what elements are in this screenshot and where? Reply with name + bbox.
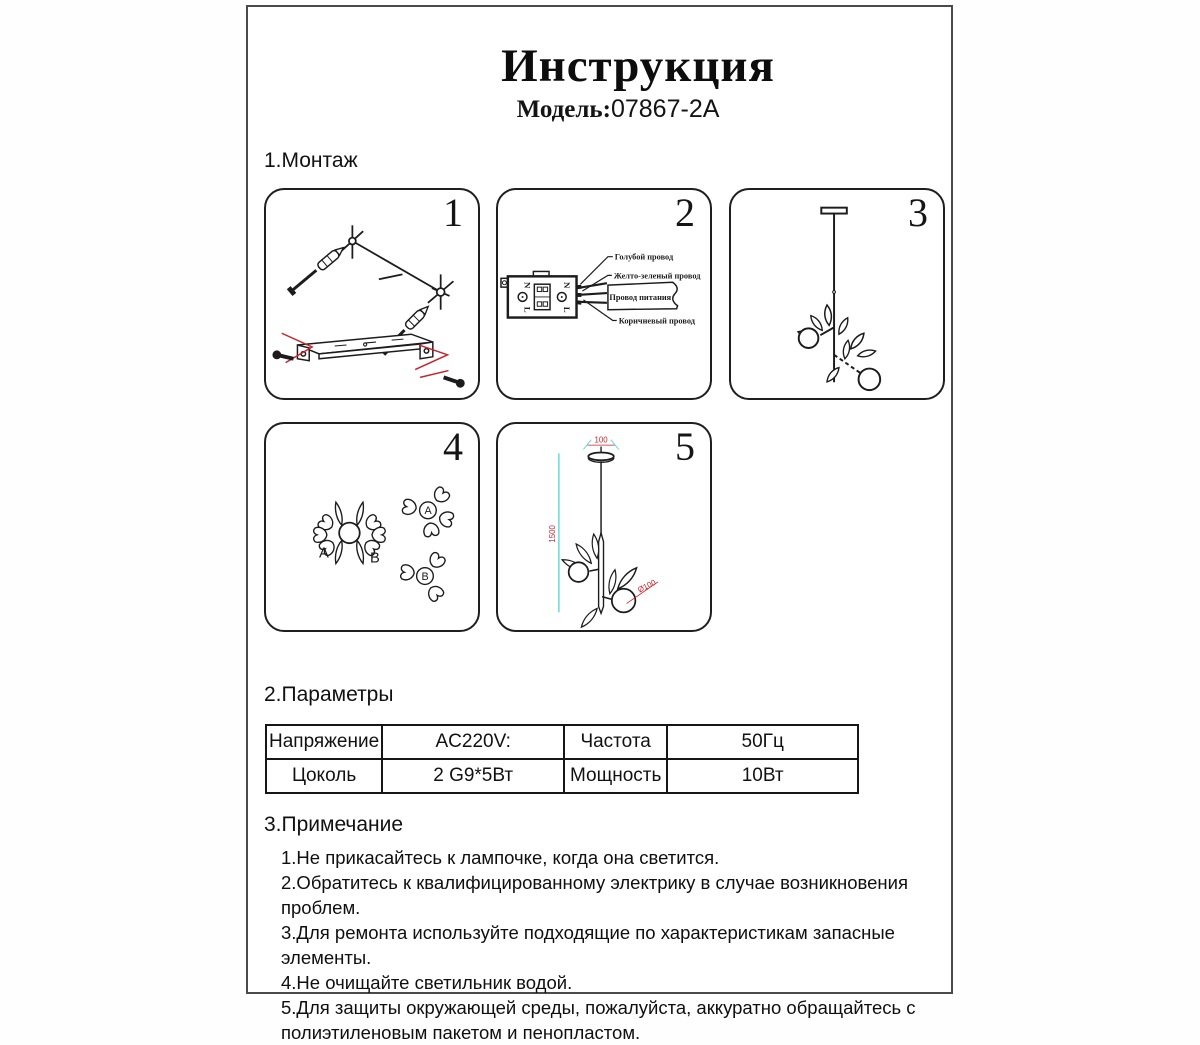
diagram-panel-1 (264, 188, 480, 400)
section-heading-montage: 1.Монтаж (264, 149, 358, 173)
note-item-1: 1.Не прикасайтесь к лампочке, когда она светится. (281, 845, 933, 870)
panel-number-4: 4 (443, 424, 463, 470)
section-heading-params: 2.Параметры (264, 683, 393, 707)
diagram-panel-4 (264, 422, 480, 632)
pendant-lamp-dimensioned (561, 447, 639, 630)
canopy (588, 452, 614, 460)
note-item-2: 2.Обратитесь к квалифицированному электрику в случае возникновения проблем. (281, 870, 933, 920)
param-power-label: Мощность (564, 759, 667, 793)
param-power-value: 10Вт (667, 759, 858, 793)
ceiling-drill-marks (342, 225, 454, 309)
ceiling-plate (821, 208, 847, 214)
label-b-circle: B (422, 571, 429, 583)
notes-list (281, 845, 933, 1045)
mounting-bracket (297, 334, 432, 360)
table-row (266, 725, 858, 759)
param-voltage-value: AC220V: (382, 725, 564, 759)
brown-wire-label: Коричневый провод (619, 316, 696, 325)
diagram-panel-2 (496, 188, 712, 400)
blue-wire-label: Голубой провод (615, 253, 674, 262)
upper-globe (569, 562, 589, 582)
panel-number-2: 2 (675, 190, 695, 236)
pendant-lamp (797, 208, 880, 390)
page-title: Инструкция (358, 39, 918, 93)
wires (578, 283, 607, 303)
yellow-green-wire-label: Желто-зеленый провод (614, 271, 701, 280)
note-item-3: 3.Для ремонта используйте подходящие по характеристикам запасные элементы. (281, 920, 933, 970)
diagram-panel-3 (729, 188, 945, 400)
panel-number-3: 3 (908, 190, 928, 236)
param-voltage-label: Напряжение (266, 725, 382, 759)
power-cable-label: Провод питания (609, 293, 671, 302)
terminal-l-right: L (562, 307, 572, 313)
canopy-dimension-value: 100 (595, 436, 609, 445)
height-dimension-value: 1500 (548, 525, 557, 543)
upper-globe (799, 328, 819, 348)
model-number: 07867-2A (611, 95, 719, 123)
model-label: Модель: (517, 96, 611, 123)
lower-globe (859, 369, 881, 391)
globe (339, 523, 360, 544)
note-item-5: 5.Для защиты окружающей среды, пожалуйста, аккуратно обращайтесь с полиэтиленовым пакетом и пенопластом. (281, 995, 933, 1045)
label-a-main: A (319, 545, 329, 561)
note-item-4: 4.Не очищайте светильник водой. (281, 970, 933, 995)
terminal-n-left: N (523, 282, 533, 289)
panel-number-5: 5 (675, 424, 695, 470)
label-a-circle: A (424, 505, 432, 517)
globe-dimension-value: Ø100 (636, 577, 658, 594)
label-b-main: B (370, 550, 380, 566)
param-socket-value: 2 G9*5Вт (382, 759, 564, 793)
terminal-n-right: N (562, 282, 572, 289)
param-frequency-label: Частота (564, 725, 667, 759)
parameters-table (265, 724, 859, 794)
instruction-sheet (246, 5, 953, 994)
panel-number-1: 1 (443, 190, 463, 236)
model-line (338, 95, 898, 124)
terminal-l-left: L (523, 307, 533, 313)
diagram-panel-5 (496, 422, 712, 632)
lamp-body-blade (599, 533, 604, 613)
screw-dowel-upper (289, 244, 347, 294)
param-frequency-value: 50Гц (667, 725, 858, 759)
table-row (266, 759, 858, 793)
section-heading-notes: 3.Примечание (264, 813, 403, 837)
param-socket-label: Цоколь (266, 759, 382, 793)
lower-globe (612, 589, 636, 613)
